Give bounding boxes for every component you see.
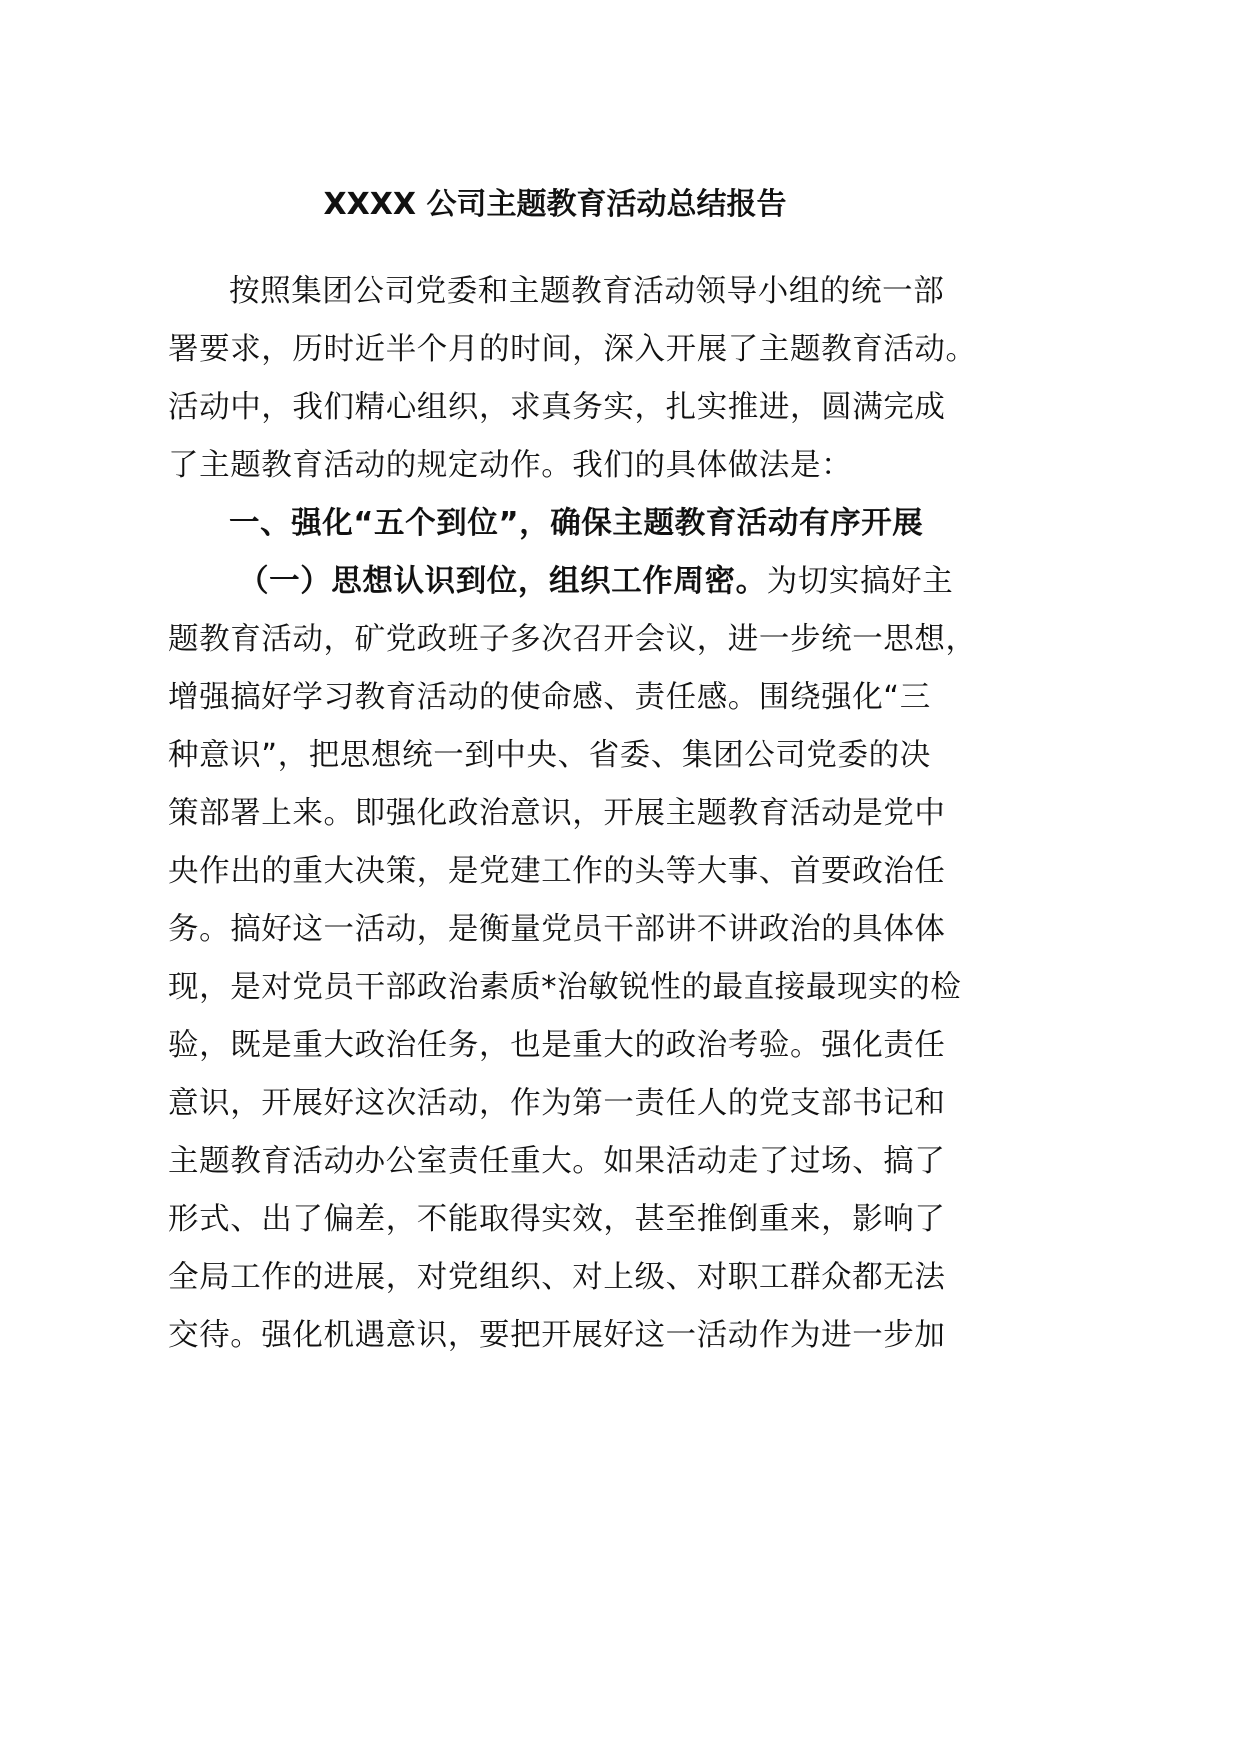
body-line: 央作出的重大决策，是党建工作的头等大事、首要政治任	[168, 854, 946, 889]
section-heading-1: 一、强化“五个到位”，确保主题教育活动有序开展	[229, 506, 924, 541]
body-line: 全局工作的进展，对党组织、对上级、对职工群众都无法	[168, 1260, 946, 1295]
body-line: 增强搞好学习教育活动的使命感、责任感。围绕强化“三	[168, 680, 931, 715]
intro-line-2: 署要求，历时近半个月的时间，深入开展了主题教育活动。	[168, 332, 977, 367]
body-line: 策部署上来。即强化政治意识，开展主题教育活动是党中	[168, 796, 946, 831]
body-line: 现，是对党员干部政治素质*治敏锐性的最直接最现实的检	[168, 970, 962, 1005]
intro-line-3: 活动中，我们精心组织，求真务实，扎实推进，圆满完成	[168, 390, 946, 425]
body-line: 形式、出了偏差，不能取得实效，甚至推倒重来，影响了	[168, 1202, 946, 1237]
body-line: 主题教育活动办公室责任重大。如果活动走了过场、搞了	[168, 1144, 946, 1179]
body-line: 题教育活动，矿党政班子多次召开会议，进一步统一思想，	[168, 622, 977, 657]
body-line: 种意识”，把思想统一到中央、省委、集团公司党委的决	[168, 738, 931, 773]
subsection-1-first-line	[238, 560, 953, 604]
subsection-1-text-start: 为切实搞好主	[766, 564, 954, 599]
body-line: 意识，开展好这次活动，作为第一责任人的党支部书记和	[168, 1086, 946, 1121]
subsection-1-heading: （一）思想认识到位，组织工作周密。	[238, 564, 767, 599]
intro-line-4: 了主题教育活动的规定动作。我们的具体做法是：	[168, 448, 853, 483]
intro-line-1: 按照集团公司党委和主题教育活动领导小组的统一部	[229, 274, 945, 309]
body-line: 务。搞好这一活动，是衡量党员干部讲不讲政治的具体体	[168, 912, 946, 947]
body-line: 验，既是重大政治任务，也是重大的政治考验。强化责任	[168, 1028, 946, 1063]
document-title: XXXX 公司主题教育活动总结报告	[323, 187, 787, 222]
body-line: 交待。强化机遇意识，要把开展好这一活动作为进一步加	[168, 1318, 946, 1353]
